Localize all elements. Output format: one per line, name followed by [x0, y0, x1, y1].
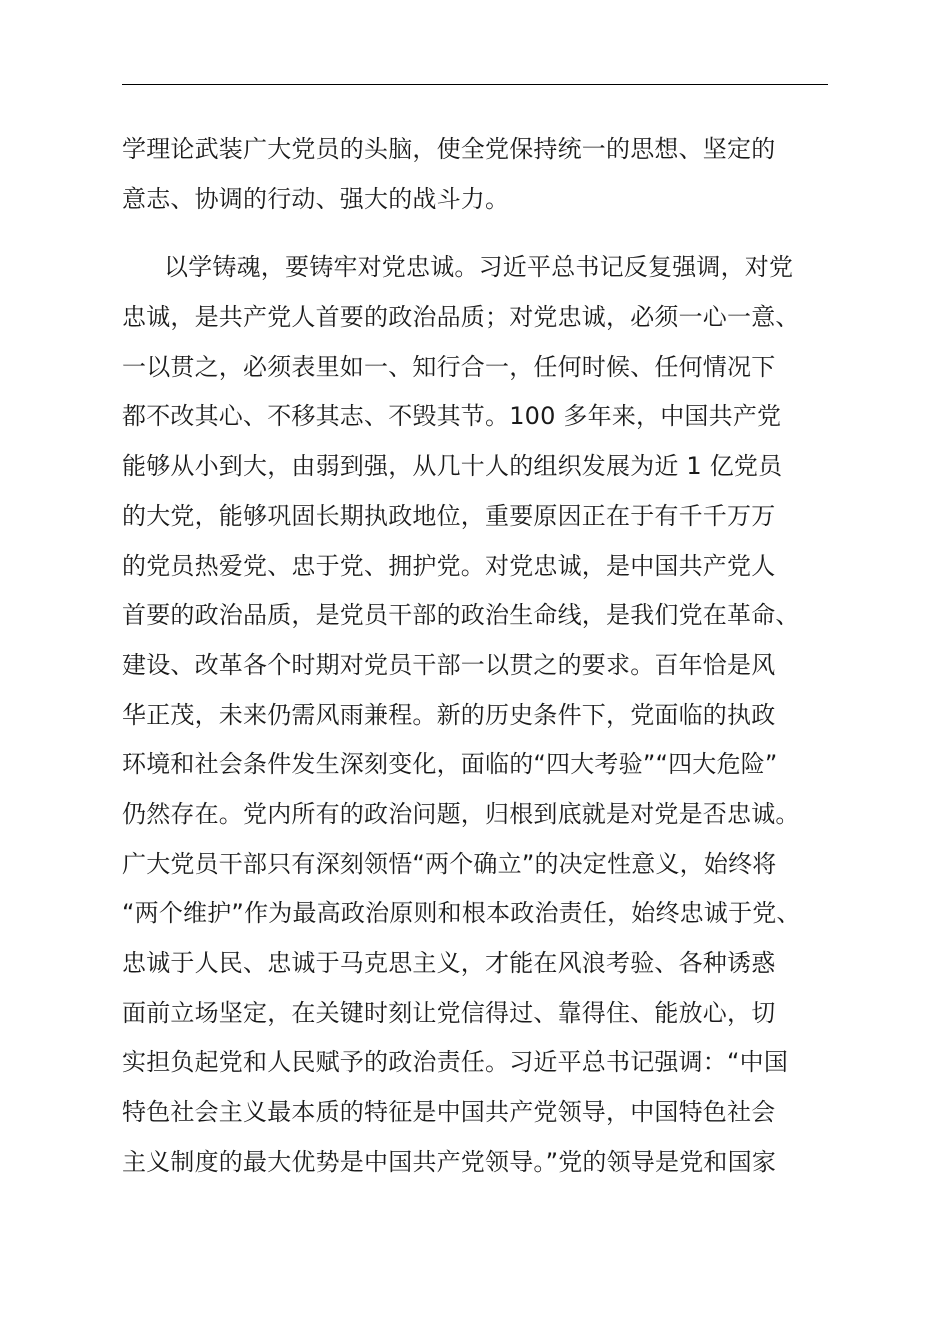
text-line: 仍然存在。党内所有的政治问题，归根到底就是对党是否忠诚。	[122, 799, 800, 828]
text-line: 实担负起党和人民赋予的政治责任。习近平总书记强调：“中国	[122, 1048, 789, 1077]
text-line: 忠诚，是共产党人首要的政治品质；对党忠诚，必须一心一意、	[122, 303, 800, 332]
text-line: 的党员热爱党、忠于党、拥护党。对党忠诚，是中国共产党人	[122, 551, 776, 580]
text-line: 广大党员干部只有深刻领悟“两个确立”的决定性意义，始终将	[122, 849, 777, 878]
text-line: 特色社会主义最本质的特征是中国共产党领导，中国特色社会	[122, 1098, 776, 1127]
text-line: 忠诚于人民、忠诚于马克思主义，才能在风浪考验、各种诱惑	[122, 949, 776, 977]
text-line: 建设、改革各个时期对党员干部一以贯之的要求。百年恰是风	[122, 650, 776, 679]
text-line: 学理论武装广大党员的头脑，使全党保持统一的思想、坚定的	[122, 135, 776, 163]
text-line: 都不改其心、不移其志、不毁其节。100 多年来，中国共产党	[122, 402, 782, 431]
header-rule	[122, 84, 828, 85]
body-text	[122, 125, 842, 1187]
text-line: “两个维护”作为最高政治原则和根本政治责任，始终忠诚于党、	[122, 899, 801, 928]
text-line: 华正茂，未来仍需风雨兼程。新的历史条件下，党面临的执政	[122, 700, 776, 729]
text-line: 能够从小到大，由弱到强，从几十人的组织发展为近 1 亿党员	[122, 452, 783, 481]
paragraph-2	[122, 243, 842, 1187]
text-line: 环境和社会条件发生深刻变化，面临的“四大考验”“四大危险”	[122, 750, 778, 779]
text-line: 一以贯之，必须表里如一、知行合一，任何时候、任何情况下	[122, 352, 776, 381]
text-line: 主义制度的最大优势是中国共产党领导。”党的领导是党和国家	[122, 1147, 777, 1176]
text-line: 首要的政治品质，是党员干部的政治生命线，是我们党在革命、	[122, 601, 800, 630]
text-line: 的大党，能够巩固长期执政地位，重要原因正在于有千千万万	[122, 501, 776, 530]
text-line: 意志、协调的行动、强大的战斗力。	[122, 184, 510, 213]
paragraph-spacing	[122, 224, 842, 243]
paragraph-1	[122, 125, 842, 224]
text-line: 面前立场坚定，在关键时刻让党信得过、靠得住、能放心，切	[122, 998, 776, 1027]
text-line-first: 以学铸魂，要铸牢对党忠诚。习近平总书记反复强调，对党	[164, 253, 794, 282]
